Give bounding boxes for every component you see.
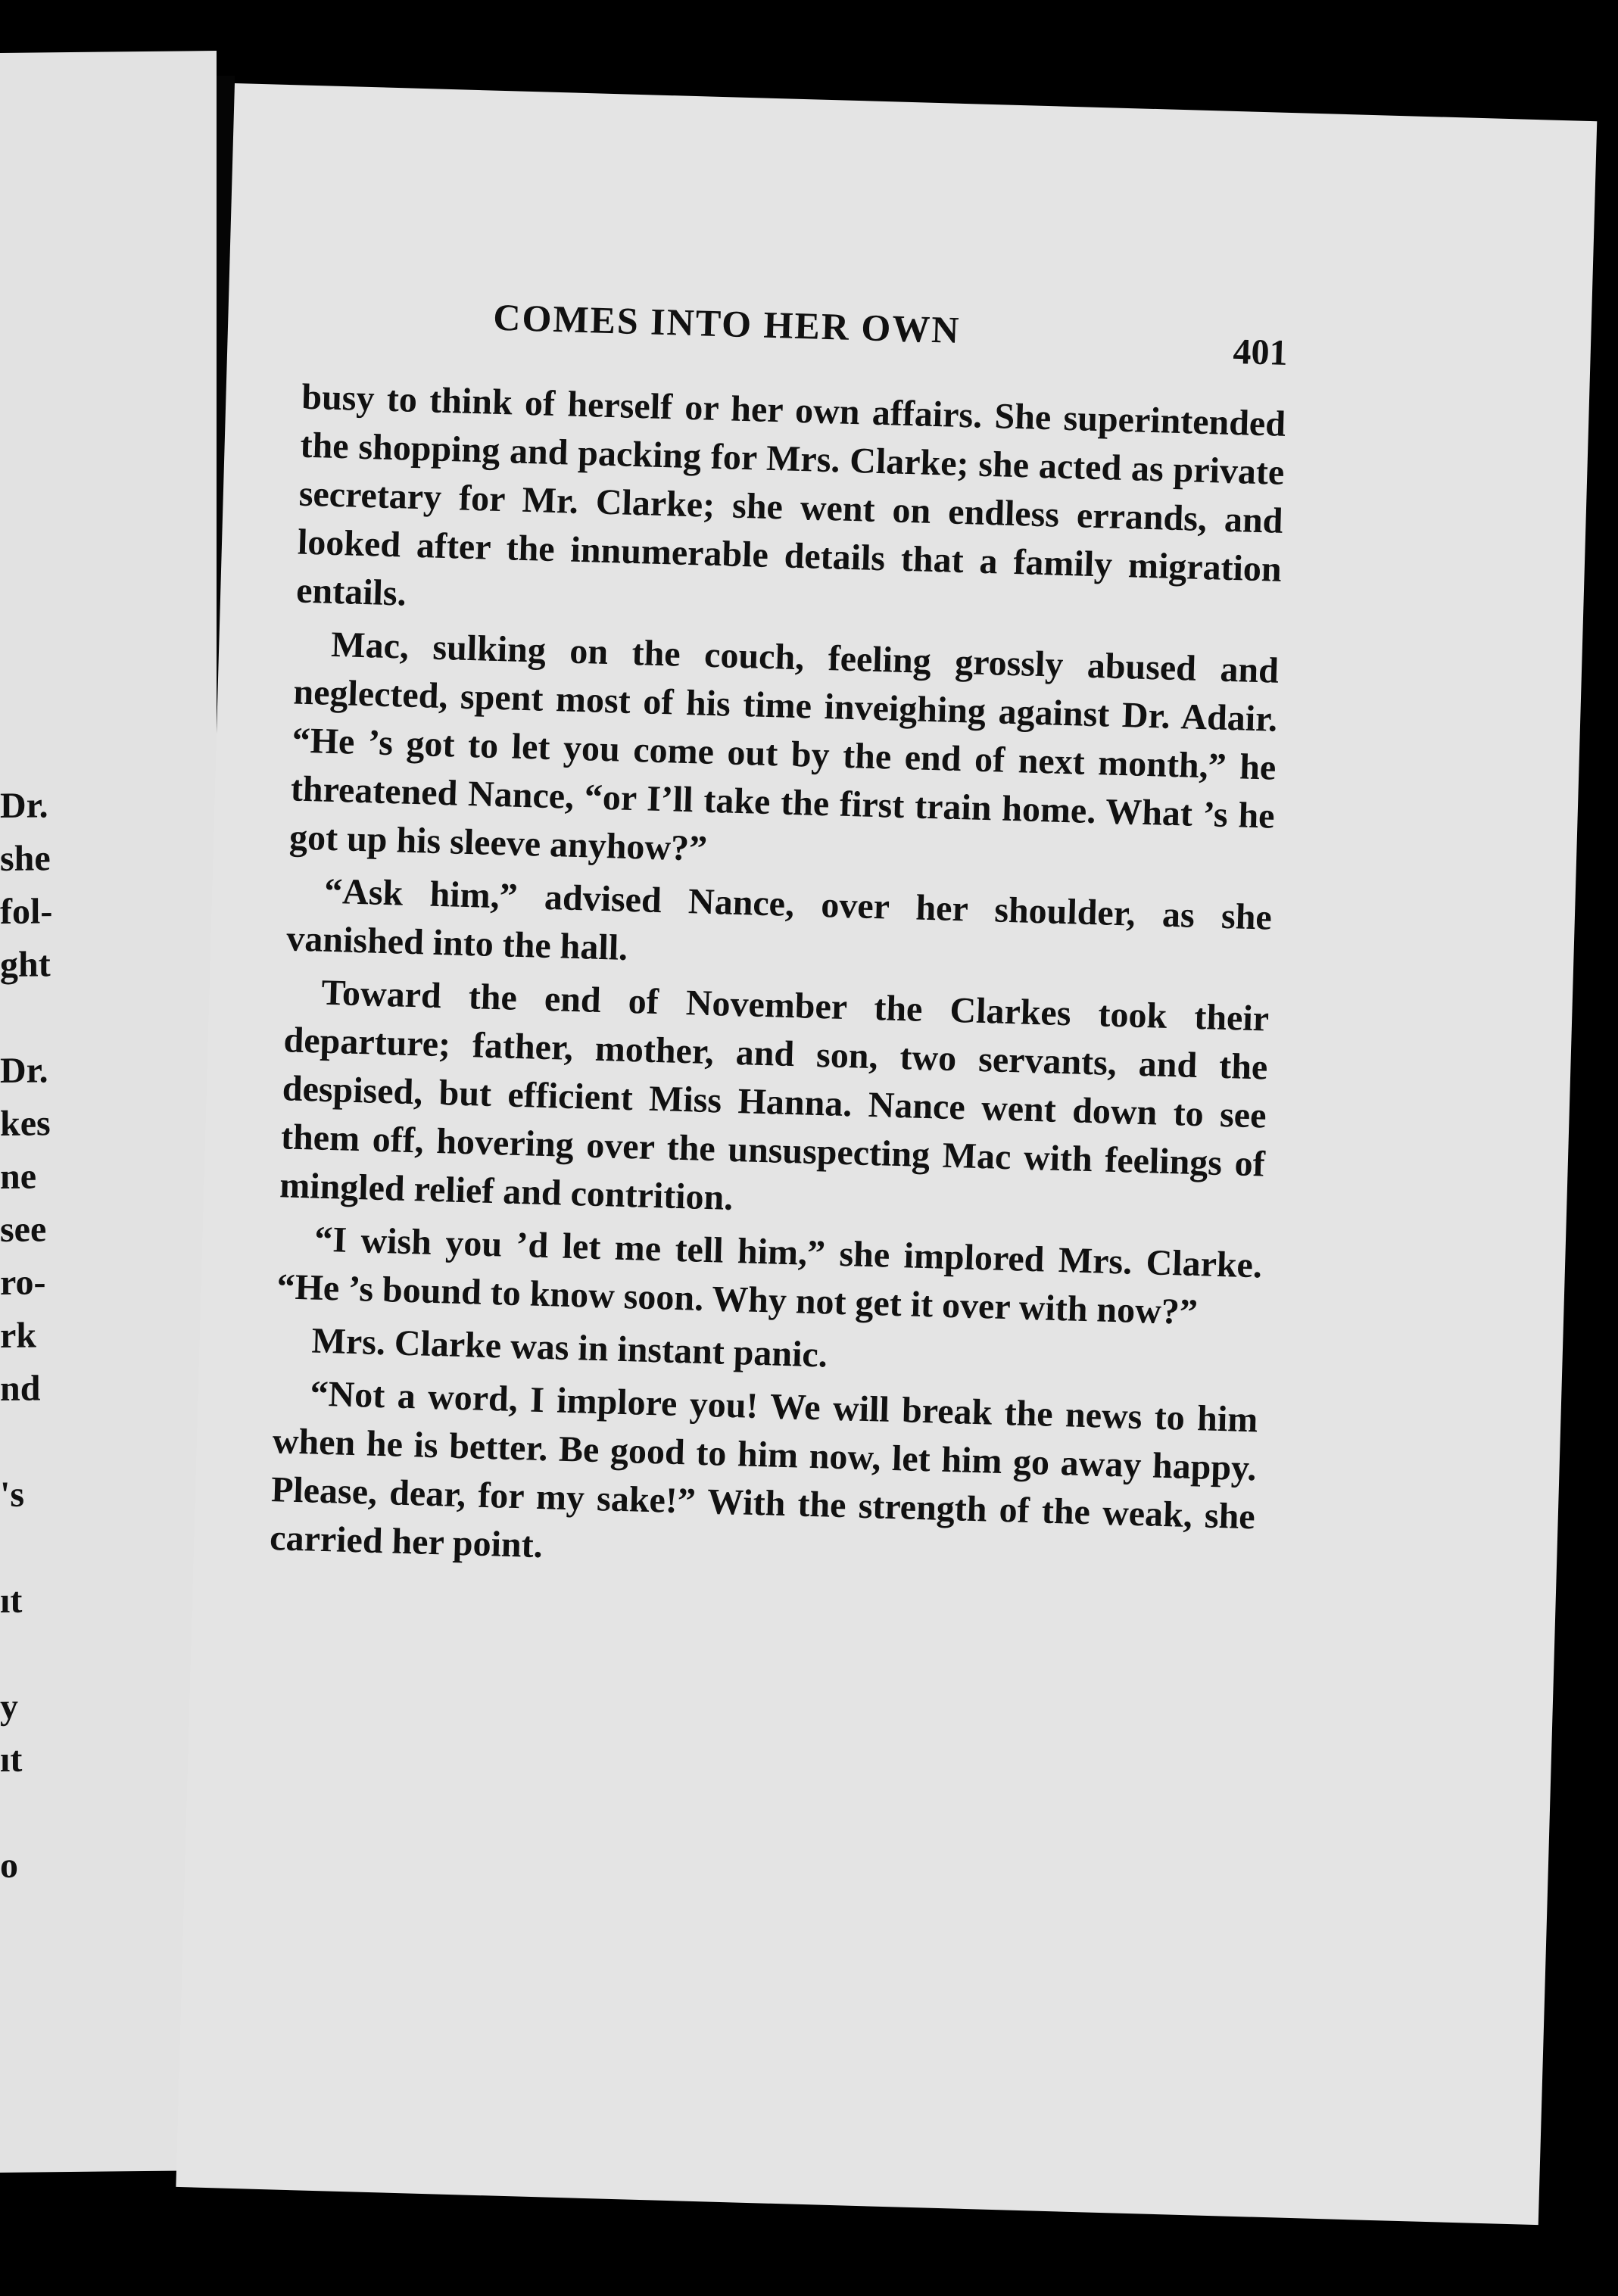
left-facing-page <box>0 51 217 2173</box>
paragraph: Mrs. Clarke was in instant panic. <box>310 1320 828 1375</box>
right-page <box>176 83 1597 2225</box>
paragraph: “I wish you ’d let me tell him,” she implored Mrs. Clarke. “He ’s bound to know soon. Why not get it over with now?” <box>276 1219 1263 1333</box>
left-fragment-line: she <box>0 838 51 879</box>
left-fragment-line: o <box>0 1845 18 1886</box>
left-fragment-line: ght <box>0 944 51 985</box>
left-fragment-line: 's <box>0 1474 25 1515</box>
left-fragment-line <box>0 1627 76 1681</box>
left-fragment-line: kes <box>0 1103 51 1144</box>
left-fragment-line: nd <box>0 1368 41 1409</box>
paragraph: Mac, sulking on the couch, feeling grossly abused and neglected, spent most of his time inveighing against Dr. Adair. “He ’s got to let you come out by the end of next month,” he threatened Nance, “or I’ll take the first train home. What ’s he got up his sleeve anyhow?” <box>288 624 1280 869</box>
left-fragment-line: fol- <box>0 891 53 932</box>
left-fragment-line <box>0 1415 76 1469</box>
left-page-text-fragments <box>0 779 76 1893</box>
left-fragment-line: Dr. <box>0 785 48 826</box>
left-fragment-line <box>0 1521 76 1575</box>
running-head <box>304 290 1289 373</box>
page-content <box>269 86 1294 1566</box>
page-number: 401 <box>1232 331 1289 373</box>
left-fragment-line: ne <box>0 1156 36 1197</box>
left-fragment-line: ıt <box>0 1739 23 1780</box>
body-text <box>269 373 1286 1595</box>
left-fragment-line: y <box>0 1686 18 1727</box>
left-fragment-line: rk <box>0 1315 36 1356</box>
paragraph: “Ask him,” advised Nance, over her shoulder, as she vanished into the hall. <box>285 871 1273 968</box>
left-fragment-line: ro- <box>0 1262 46 1303</box>
left-fragment-line: see <box>0 1209 47 1250</box>
paragraph: “Not a word, I implore you! We will break the news to him when he is better. Be good to him now, let him go away happy. Please, dear, for my sake!” With the strength of the weak, she carried her point. <box>269 1373 1258 1566</box>
left-fragment-line <box>0 1786 76 1840</box>
left-fragment-line: ıt <box>0 1580 23 1621</box>
left-fragment-line: Dr. <box>0 1050 48 1091</box>
paragraph: Toward the end of November the Clarkes took their departure; father, mother, and son, two servants, and the despised, but efficient Miss Hanna. Nance went down to see them off, hovering over the unsuspecting Mac with feelings of mingled relief and contrition. <box>279 972 1270 1218</box>
paragraph: busy to think of herself or her own affairs. She superintended the shopping and packing for Mrs. Clarke; she acted as private secretary for Mr. Clarke; she went on endless errands, and looked after the innumerable details that a family migration entails. <box>295 376 1286 614</box>
left-fragment-line <box>0 991 76 1045</box>
running-head-title: COMES INTO HER OWN <box>492 295 962 351</box>
